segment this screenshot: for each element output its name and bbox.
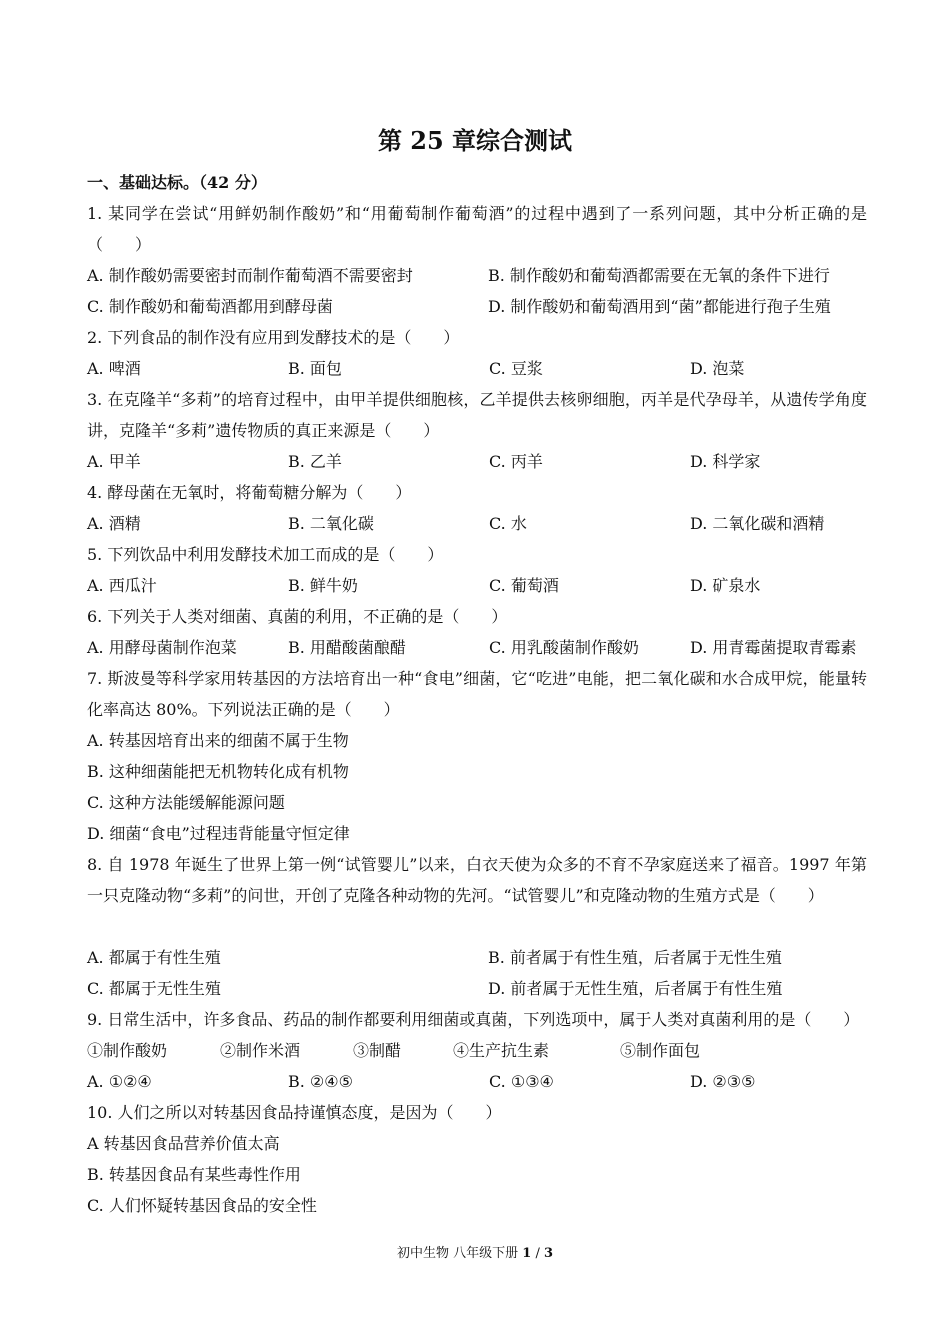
item: ①制作酸奶 <box>87 1041 168 1060</box>
question-stem: 5. 下列饮品中利用发酵技术加工而成的是（ ） <box>87 545 444 564</box>
option-row <box>87 446 867 477</box>
option: D. 用青霉菌提取青霉素 <box>690 638 857 657</box>
option: C. ①③④ <box>489 1072 554 1091</box>
option: D. 细菌“食电”过程违背能量守恒定律 <box>87 824 350 843</box>
footer-page-total: 3 <box>543 1246 554 1261</box>
footer-separator: / <box>531 1246 544 1261</box>
option: C. 制作酸奶和葡萄酒都用到酵母菌 <box>87 297 333 316</box>
option: C. 丙羊 <box>489 452 543 471</box>
item: ④生产抗生素 <box>453 1041 550 1060</box>
question-stem: 7. 斯波曼等科学家用转基因的方法培育出一种“食电”细菌，它“吃进”电能，把二氧化碳和水合成甲烷，能量转化率高达 80%。下列说法正确的是（ ） <box>87 669 867 719</box>
option: D. 前者属于无性生殖，后者属于有性生殖 <box>488 979 783 998</box>
question-stem: 9. 日常生活中，许多食品、药品的制作都要利用细菌或真菌，下列选项中，属于人类对真菌利用的是（ ） <box>87 1010 860 1029</box>
footer-course: 初中生物 八年级下册 <box>396 1246 519 1261</box>
footer-page-number: 1 <box>522 1246 532 1261</box>
option: B. ②④⑤ <box>288 1072 353 1091</box>
option: A. ①②④ <box>87 1072 152 1091</box>
option: B. 用醋酸菌酿醋 <box>288 638 406 657</box>
option: B. 前者属于有性生殖，后者属于无性生殖 <box>488 948 782 967</box>
section-heading: 一、基础达标。（42 分） <box>87 173 267 192</box>
option-row <box>87 353 867 384</box>
option: A 转基因食品营养价值太高 <box>87 1134 280 1153</box>
option-row <box>87 632 867 663</box>
option: B. 乙羊 <box>288 452 342 471</box>
question-list <box>87 167 867 1221</box>
option: A. 酒精 <box>87 514 141 533</box>
option: A. 都属于有性生殖 <box>87 948 221 967</box>
option: A. 啤酒 <box>87 359 141 378</box>
question-stem: 1. 某同学在尝试“用鲜奶制作酸奶”和“用葡萄制作葡萄酒”的过程中遇到了一系列问题，其中分析正确的是（ ） <box>87 204 867 254</box>
question-stem: 2. 下列食品的制作没有应用到发酵技术的是（ ） <box>87 328 460 347</box>
option: C. 这种方法能缓解能源问题 <box>87 793 285 812</box>
option: D. ②③⑤ <box>690 1072 756 1091</box>
option: B. 这种细菌能把无机物转化成有机物 <box>87 762 349 781</box>
option: C. 豆浆 <box>489 359 543 378</box>
option-row <box>87 508 867 539</box>
option: B. 二氧化碳 <box>288 514 374 533</box>
option: A. 用酵母菌制作泡菜 <box>87 638 237 657</box>
item: ③制醋 <box>353 1041 402 1060</box>
question-stem: 4. 酵母菌在无氧时，将葡萄糖分解为（ ） <box>87 483 412 502</box>
item: ⑤制作面包 <box>620 1041 701 1060</box>
option: B. 转基因食品有某些毒性作用 <box>87 1165 301 1184</box>
option-row <box>87 570 867 601</box>
option: A. 制作酸奶需要密封而制作葡萄酒不需要密封 <box>87 266 413 285</box>
option: D. 泡菜 <box>690 359 745 378</box>
option-row <box>87 291 867 322</box>
question-stem: 6. 下列关于人类对细菌、真菌的利用，不正确的是（ ） <box>87 607 508 626</box>
option-row <box>87 973 867 1004</box>
option: B. 鲜牛奶 <box>288 576 358 595</box>
item-row <box>87 1035 867 1066</box>
option: D. 矿泉水 <box>690 576 761 595</box>
option-row <box>87 942 867 973</box>
question-stem: 10. 人们之所以对转基因食品持谨慎态度，是因为（ ） <box>87 1103 502 1122</box>
option: C. 用乳酸菌制作酸奶 <box>489 638 639 657</box>
question-stem: 3. 在克隆羊“多莉”的培育过程中，由甲羊提供细胞核，乙羊提供去核卵细胞，丙羊是代孕母羊，从遗传学角度讲，克隆羊“多莉”遗传物质的真正来源是（ ） <box>87 390 867 440</box>
option-row <box>87 1066 867 1097</box>
page-title: 第 25 章综合测试 <box>377 126 573 155</box>
option-row <box>87 260 867 291</box>
question-stem: 8. 自 1978 年诞生了世界上第一例“试管婴儿”以来，白衣天使为众多的不育不孕家庭送来了福音。1997 年第一只克隆动物“多莉”的问世，开创了克隆各种动物的先河。“试管婴儿”和克隆动物的生殖方式是（ ） <box>87 855 867 905</box>
option: C. 葡萄酒 <box>489 576 559 595</box>
option: A. 转基因培育出来的细菌不属于生物 <box>87 731 349 750</box>
option: D. 二氧化碳和酒精 <box>690 514 825 533</box>
option: A. 甲羊 <box>87 452 141 471</box>
option: B. 制作酸奶和葡萄酒都需要在无氧的条件下进行 <box>488 266 830 285</box>
option: D. 制作酸奶和葡萄酒用到“菌”都能进行孢子生殖 <box>488 297 831 316</box>
option: C. 水 <box>489 514 527 533</box>
option: C. 人们怀疑转基因食品的安全性 <box>87 1196 317 1215</box>
item: ②制作米酒 <box>220 1041 301 1060</box>
option: B. 面包 <box>288 359 342 378</box>
page-footer <box>0 1244 950 1264</box>
option: D. 科学家 <box>690 452 761 471</box>
option: C. 都属于无性生殖 <box>87 979 221 998</box>
option: A. 西瓜汁 <box>87 576 157 595</box>
